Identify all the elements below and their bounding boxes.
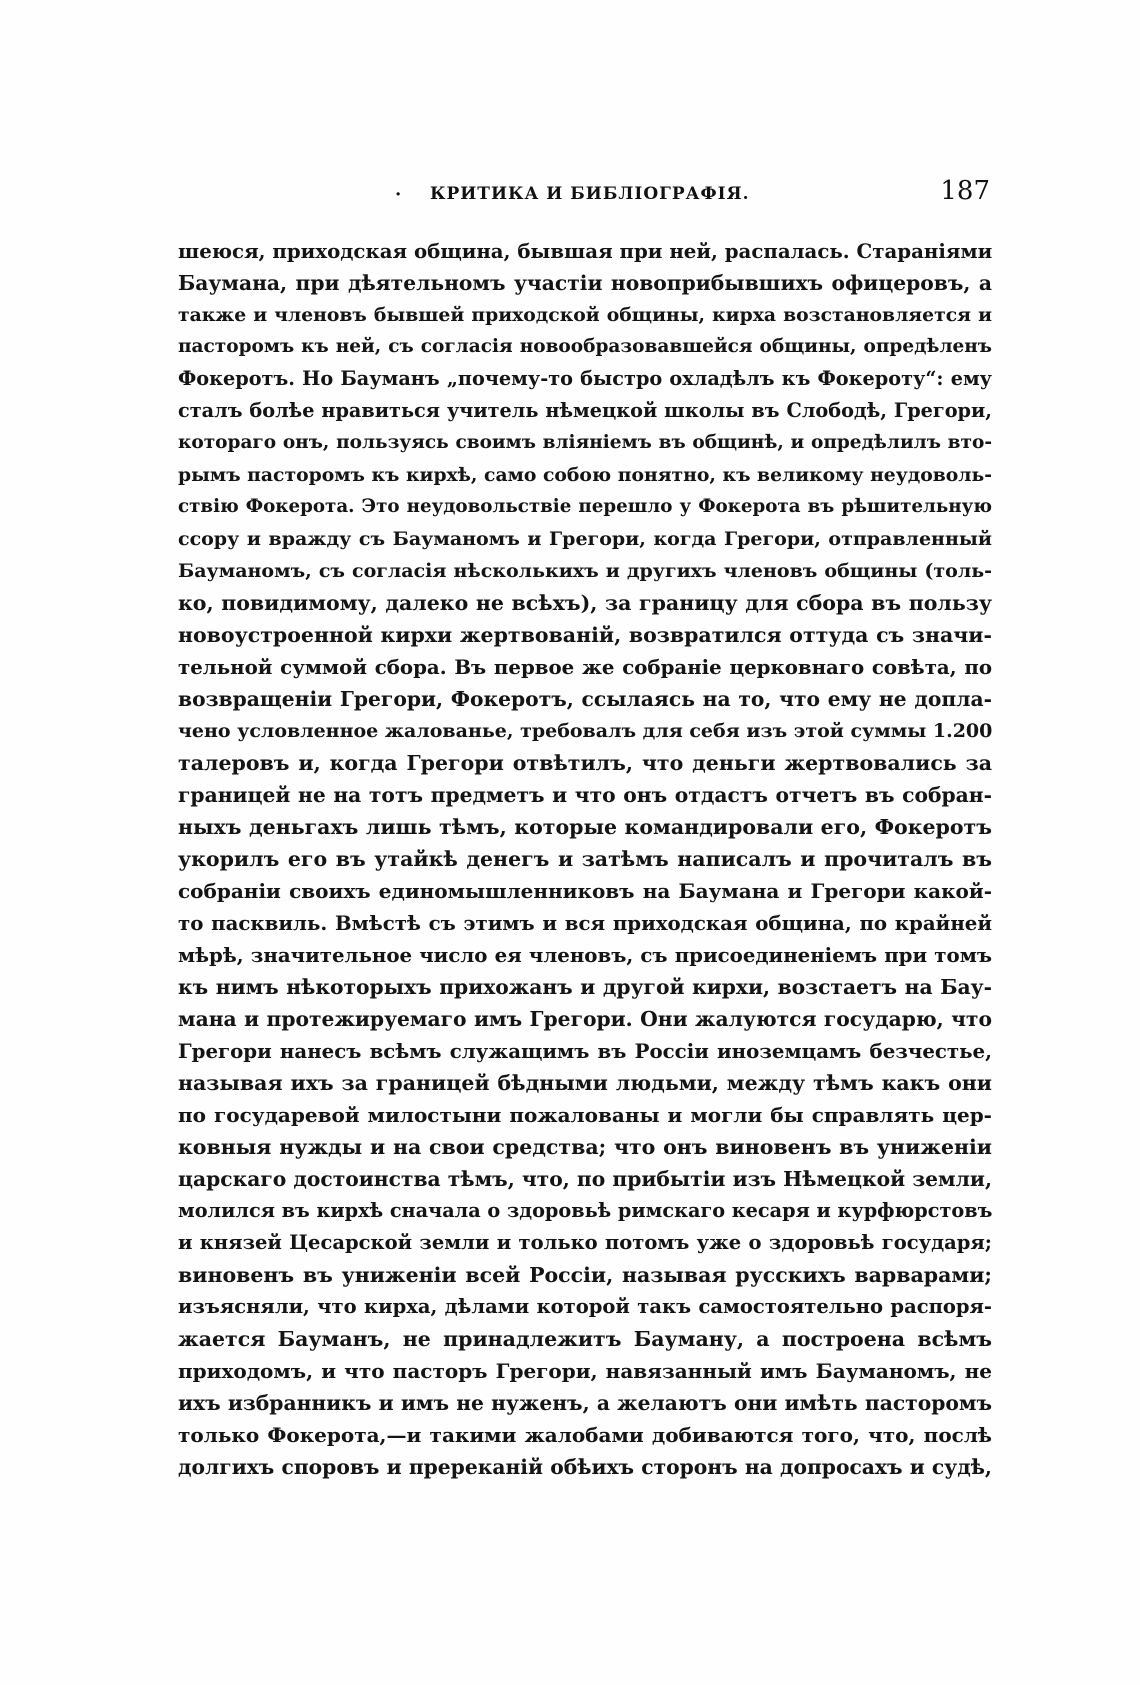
text-line: тельной суммой сбора. Въ первое же собраніе церковнаго совѣта, по xyxy=(178,655,992,679)
text-line: возвращеніи Грегори, Фокеротъ, ссылаясь на то, что ему не допла- xyxy=(178,687,992,711)
text-line: жается Бауманъ, не принадлежитъ Бауману, а построена всѣмъ xyxy=(178,1327,992,1351)
text-line: ковныя нужды и на свои средства; что онъ виновенъ въ униженіи xyxy=(178,1135,992,1159)
text-line: собраніи своихъ единомышленниковъ на Баумана и Грегори какой- xyxy=(178,879,992,903)
text-line: ствію Фокерота. Это неудовольствіе перешло у Фокерота въ рѣшительную xyxy=(178,496,992,517)
text-line: къ нимъ нѣкоторыхъ прихожанъ и другой кирхи, возстаетъ на Бау- xyxy=(178,975,992,999)
text-line: ссору и вражду съ Бауманомъ и Грегори, когда Грегори, отправленный xyxy=(178,528,992,550)
text-line: изъясняли, что кирха, дѣлами которой такъ самостоятельно распоря- xyxy=(178,1295,992,1318)
text-line: виновенъ въ униженіи всей Россіи, называя русскихъ варварами; xyxy=(178,1263,992,1287)
page-number: 187 xyxy=(940,176,990,206)
text-line: талеровъ и, когда Грегори отвѣтилъ, что деньги жертвовались за xyxy=(178,751,992,775)
text-line: мѣрѣ, значительное число ея членовъ, съ присоединеніемъ при томъ xyxy=(178,943,992,967)
text-line: Грегори нанесъ всѣмъ служащимъ въ Россіи иноземцамъ безчестье, xyxy=(178,1039,992,1063)
text-line: сталъ болѣе нравиться учитель нѣмецкой школы въ Слободѣ, Грегори, xyxy=(178,399,992,422)
text-line: новоустроенной кирхи жертвованій, возвратился оттуда съ значи- xyxy=(178,623,992,647)
text-line: мана и протежируемаго имъ Грегори. Они жалуются государю, что xyxy=(178,1007,992,1031)
text-line: молился въ кирхѣ сначала о здоровьѣ римскаго кесаря и курфюрстовъ xyxy=(178,1199,992,1222)
text-line: шеюся, приходская община, бывшая при ней, распалась. Стараніями xyxy=(178,239,992,263)
text-line: то пасквиль. Вмѣстѣ съ этимъ и вся приходская община, по крайней xyxy=(178,911,992,935)
text-line: рымъ пасторомъ къ кирхѣ, само собою понятно, къ великому неудоволь- xyxy=(178,464,992,486)
text-line: пасторомъ къ ней, съ согласія новообразовавшейся общины, опредѣленъ xyxy=(178,336,992,357)
text-line: и князей Цесарской земли и только потомъ уже о здоровьѣ государя; xyxy=(178,1231,992,1254)
running-header xyxy=(180,176,990,216)
text-line: чено условленное жалованье, требовалъ для себя изъ этой суммы 1.200 xyxy=(178,720,992,742)
text-line: котораго онъ, пользуясь своимъ вліяніемъ въ общинѣ, и опредѣлилъ вто- xyxy=(178,432,992,453)
text-line: долгихъ споровъ и пререканій обѣихъ сторонъ на допросахъ и судѣ, xyxy=(178,1455,992,1479)
text-line: Баумана, при дѣятельномъ участіи новоприбывшихъ офицеровъ, а xyxy=(178,271,992,295)
running-title: КРИТИКА И БИБЛІОГРАФІЯ. xyxy=(430,184,750,204)
text-line: царскаго достоинства тѣмъ, что, по прибытіи изъ Нѣмецкой земли, xyxy=(178,1167,992,1191)
header-dot: · xyxy=(395,184,402,205)
text-line: называя ихъ за границей бѣдными людьми, между тѣмъ какъ они xyxy=(178,1071,992,1095)
text-line: Бауманомъ, съ согласія нѣсколькихъ и другихъ членовъ общины (толь- xyxy=(178,560,992,582)
body-text xyxy=(178,235,992,1483)
text-line: ныхъ деньгахъ лишь тѣмъ, которые командировали его, Фокеротъ xyxy=(178,815,992,839)
text-line: приходомъ, и что пасторъ Грегори, навязанный имъ Бауманомъ, не xyxy=(178,1359,992,1383)
text-line: Фокеротъ. Но Бауманъ „почему-то быстро охладѣлъ къ Фокероту“: ему xyxy=(178,367,992,390)
text-line: также и членовъ бывшей приходской общины, кирха возстановляется и xyxy=(178,304,992,326)
text-line: только Фокерота,—и такими жалобами добиваются того, что, послѣ xyxy=(178,1423,992,1447)
text-line: укорилъ его въ утайкѣ денегъ и затѣмъ написалъ и прочиталъ въ xyxy=(178,847,992,871)
text-line: границей не на тотъ предметъ и что онъ отдастъ отчетъ въ собран- xyxy=(178,783,992,807)
text-line: ихъ избранникъ и имъ не нуженъ, а желаютъ они имѣть пасторомъ xyxy=(178,1391,992,1415)
text-line: ко, повидимому, далеко не всѣхъ), за границу для сбора въ пользу xyxy=(178,591,992,615)
text-line: по государевой милостыни пожалованы и могли бы справлять цер- xyxy=(178,1103,992,1127)
